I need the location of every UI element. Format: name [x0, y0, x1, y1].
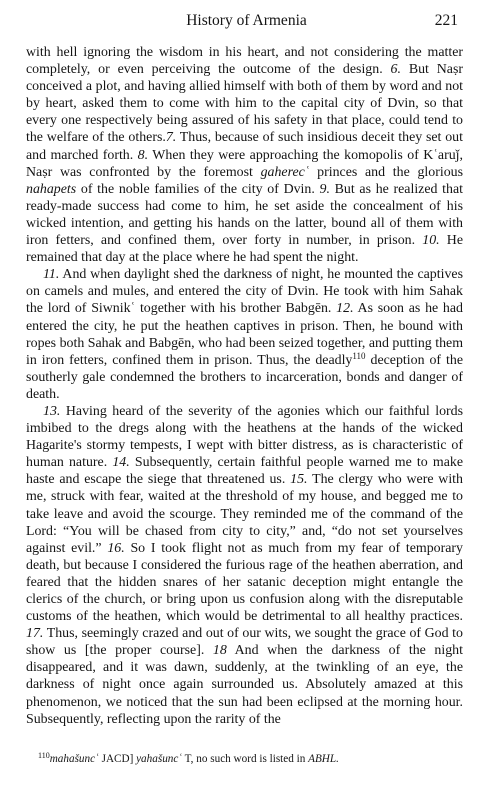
italic-text: 15.	[290, 472, 308, 488]
footnote	[38, 752, 468, 766]
italic-text: 11.	[43, 267, 60, 283]
italic-text: ABHL.	[308, 753, 339, 765]
page-header	[0, 12, 493, 34]
italic-text: 8.	[137, 147, 149, 163]
text-run: But Naṣr conceived a plot, and having allied himself with both of them by word and not by heart, asked them to come with him to the capital city of Dvin, so that every one respectively being assured of his safety in that place, could tend to the welfare of the others.	[26, 62, 463, 146]
italic-text: 12.	[336, 301, 354, 317]
body-text	[26, 44, 463, 728]
text-run: with hell ignoring the wisdom in his heart, and not considering the matter completely, or even perceiving the outcome of the design.	[26, 45, 463, 78]
text-run: So I took flight not as much from my fear of temporary death, but because I considered the furious rage of the heathen aberration, and feared that the hidden snares of her satanic deception might entangle the clerics of the church, or bring upon us confusion along with the disreputable customs of the heathen, which would be detrimental to all healthy practices.	[26, 540, 463, 625]
italic-text: 14.	[112, 455, 130, 471]
running-title: History of Armenia	[186, 12, 307, 29]
text-run: And when the darkness of the night disappeared, and it was dawn, suddenly, at the twinkling of an eye, the darkness of night once again surrounded us. Absolutely amazed at this phenomenon, we noticed that the sun had been eclipsed at the morning hour. Subsequently, reflecting upon the rarity of the	[26, 643, 463, 727]
text-run: T, no such word is listed in	[182, 753, 309, 765]
text-run: The clergy who were with me, struck with fear, waited at the threshold of my house, and begged me to take leave and avoid the scourge. They reminded me of the command of the Lord: “You will be chased from city to city,” and, “do not set yourselves against evil.”	[26, 472, 463, 556]
italic-text: yahašuncʿ	[136, 753, 183, 765]
footnote-ref: 110	[38, 751, 50, 760]
italic-text: 17.	[26, 626, 44, 642]
footnote-ref: 110	[352, 350, 366, 361]
text-run: Thus, seemingly crazed and out of our wits, we sought the grace of God to show us [the proper course].	[26, 626, 463, 659]
text-run: JACD]	[98, 753, 137, 765]
italic-text: nahapets	[26, 181, 77, 197]
italic-text: 10.	[422, 233, 440, 249]
text-run: princes and the glorious	[309, 164, 463, 180]
text-run: But as he realized that ready-made success had come to him, he set aside the concealment of his wicked intention, and getting his hands on the latter, bound all of them with iron fetters, and confined them, over forty in number, in prison.	[26, 181, 463, 249]
text-run: He remained that day at the place where he had spent the night.	[26, 233, 463, 266]
page-number: 221	[434, 12, 458, 29]
italic-text: 6.	[390, 62, 401, 78]
paragraph	[26, 403, 463, 728]
italic-text: 9.	[319, 181, 330, 197]
text-run: Having heard of the severity of the agonies which our faithful lords imbibed to the dregs along with the heathens at the hands of the wicked Hagarite's stormy tempests, I wept with bitter distress, as is characteristic of human nature.	[26, 403, 463, 471]
text-run: of the noble families of the city of Dvin.	[76, 181, 320, 197]
italic-text: 16.	[107, 540, 125, 556]
text-run: Thus, because of such insidious deceit they set out and marched forth.	[26, 130, 463, 163]
paragraph	[26, 266, 463, 403]
text-run: deception of the southerly gale condemned the brothers to incarceration, bonds and danger of death.	[26, 352, 463, 402]
italic-text: 18	[212, 643, 227, 659]
text-run: Subsequently, certain faithful people warned me to make haste and escape the siege that threatened us.	[26, 455, 463, 488]
italic-text: gaherecʿ	[260, 164, 310, 180]
italic-text: 7.	[165, 130, 177, 146]
italic-text: mahašuncʿ	[49, 753, 99, 765]
paragraph	[26, 44, 463, 266]
text-run: As soon as he had entered the city, he put the heathen captives in prison. Then, he bound with ropes both Sahak and Babgēn, who had been seized together, and putting them in iron fetters, confined them in prison. Thus, the deadly	[26, 301, 463, 368]
italic-text: 13.	[43, 403, 61, 419]
text-run: When they were approaching the komopolis of Kʿaruǰ, Naṣr was confronted by the foremost	[26, 147, 463, 180]
text-run: And when daylight shed the darkness of night, he mounted the captives on camels and mules, and entered the city of Dvin. He took with him Sahak the lord of Siwnikʿ together with his brother Babgēn.	[26, 267, 463, 317]
